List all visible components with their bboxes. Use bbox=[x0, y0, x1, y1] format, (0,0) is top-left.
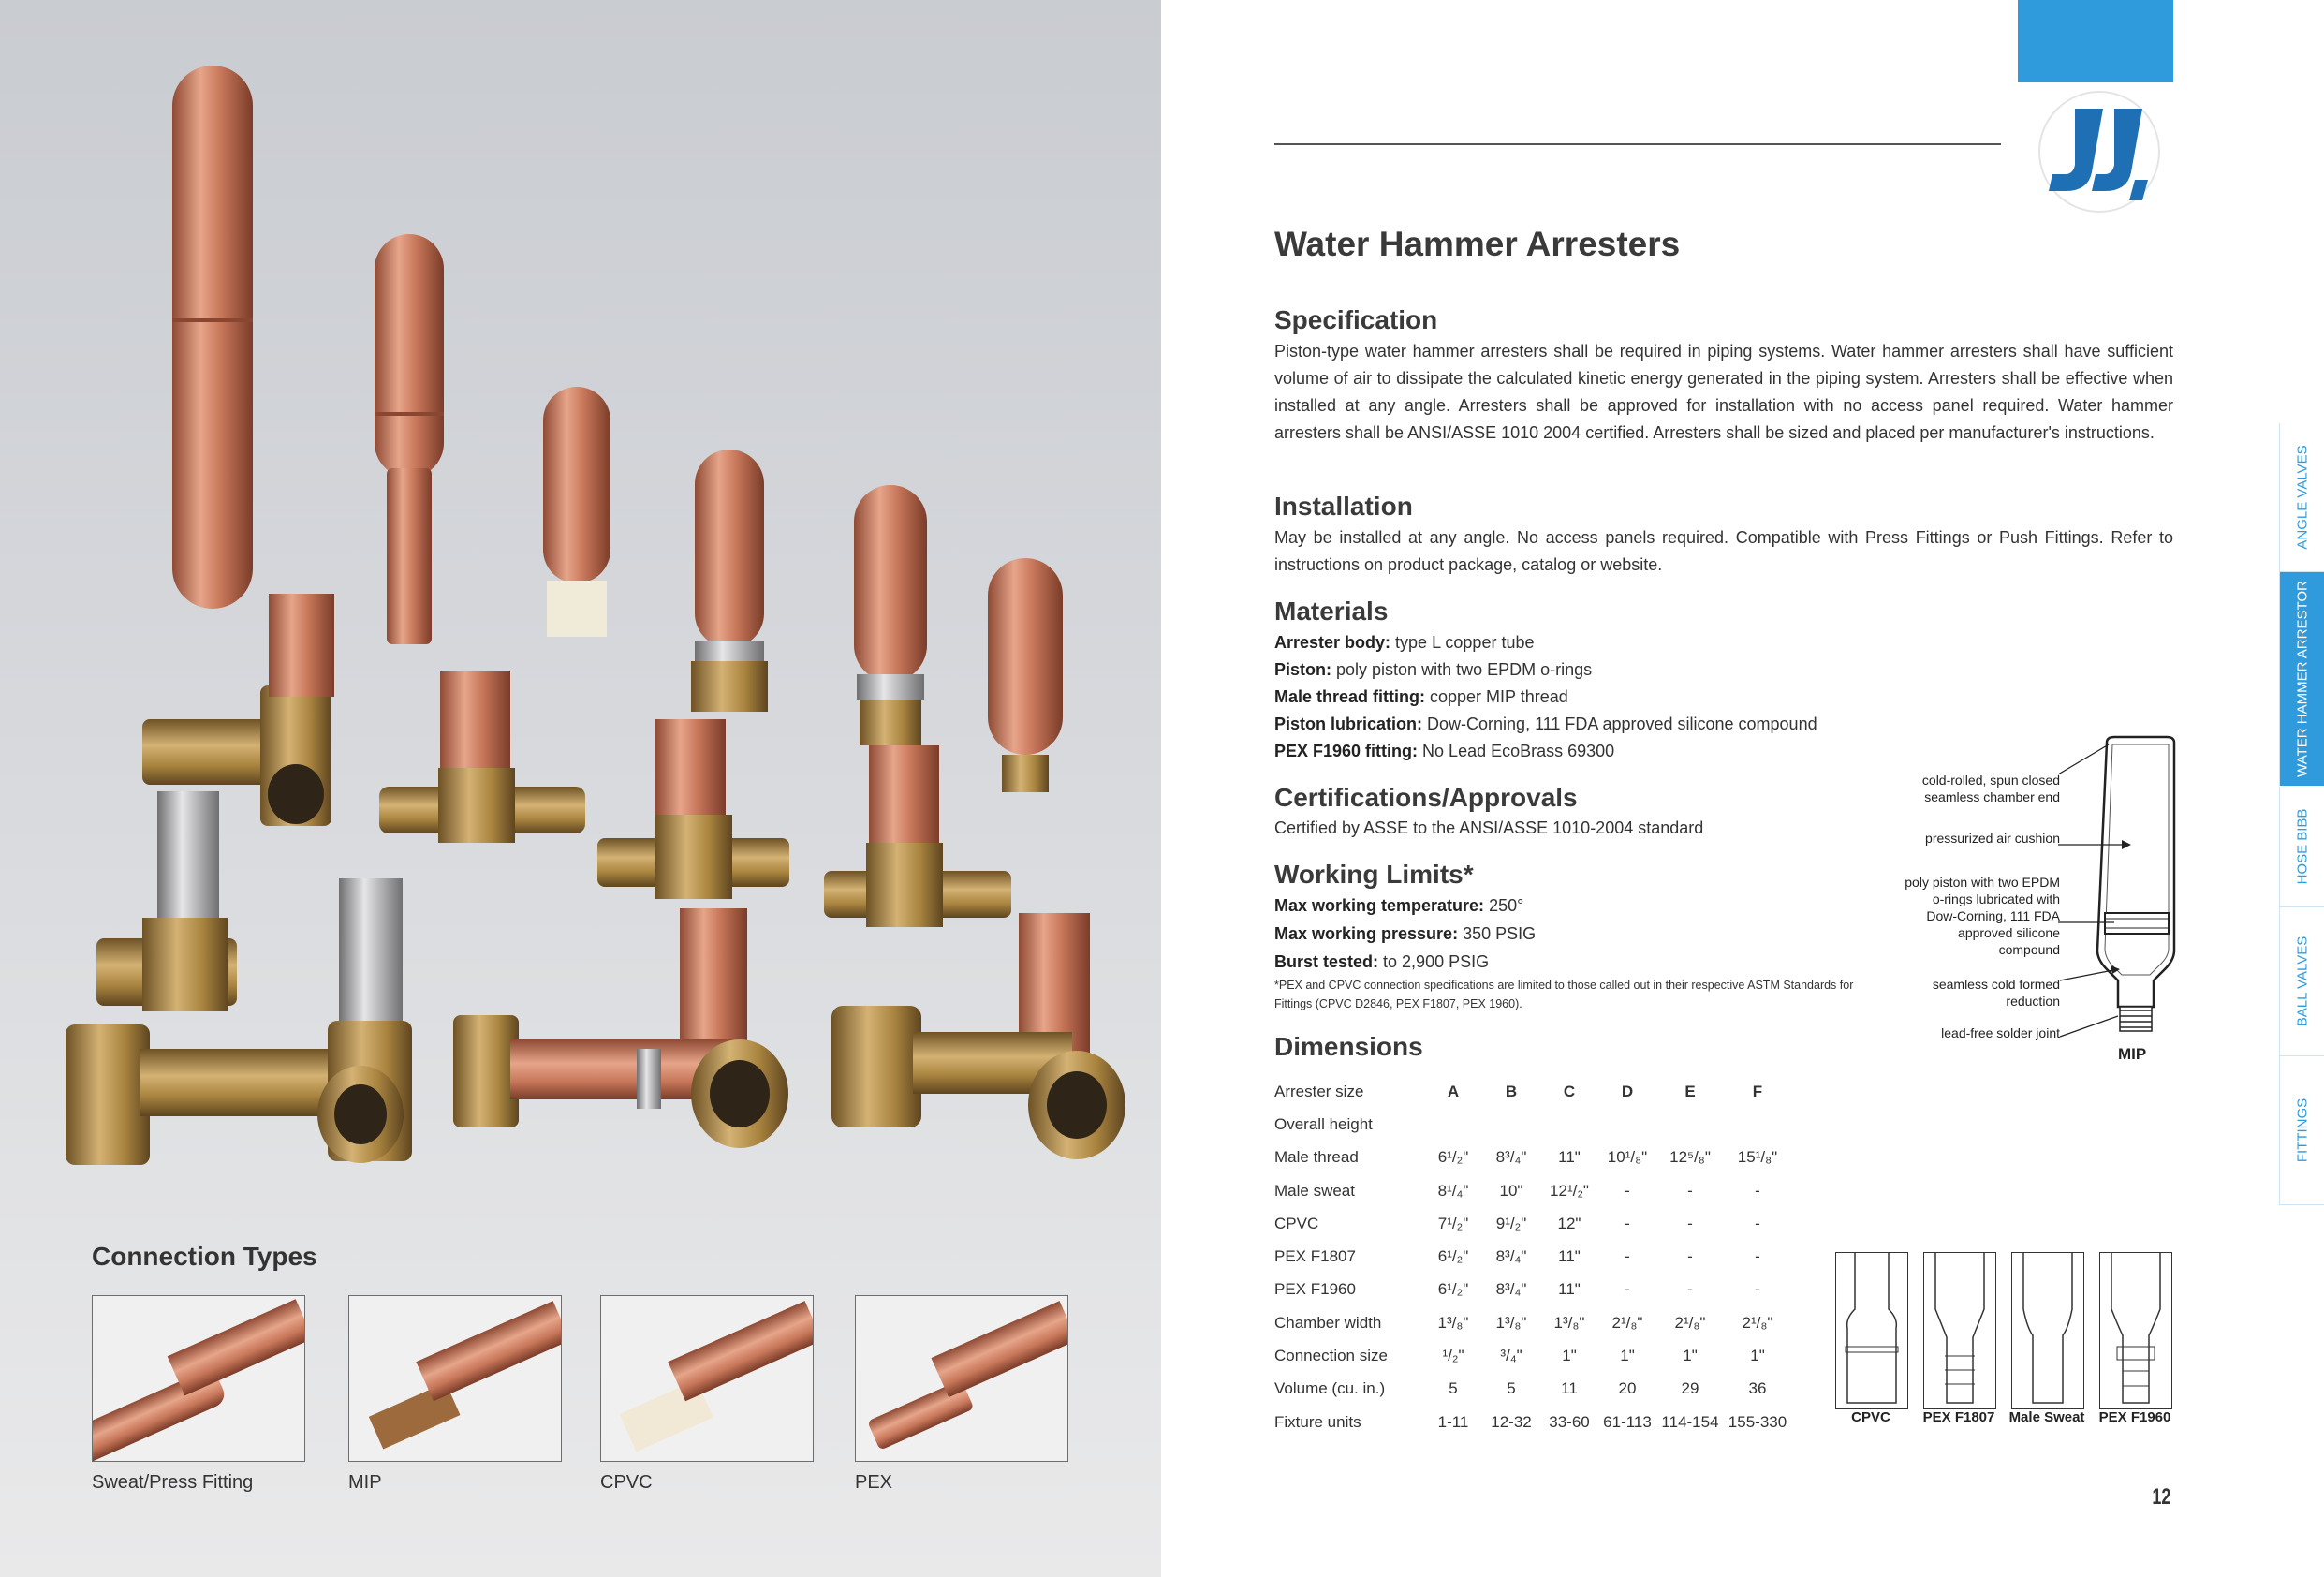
mip-label: MIP bbox=[2118, 1045, 2147, 1063]
row-label: Male sweat bbox=[1274, 1181, 1355, 1200]
table-cell bbox=[1656, 1108, 1724, 1141]
table-cell: 11" bbox=[1558, 1247, 1581, 1266]
side-tab-hose-bibb[interactable]: HOSE BIBB bbox=[2279, 787, 2324, 906]
pex-f1960-end-icon bbox=[2100, 1253, 2171, 1408]
side-tab-divider bbox=[2279, 1204, 2324, 1205]
row-label: CPVC bbox=[1274, 1214, 1319, 1232]
connection-image-cpvc bbox=[600, 1295, 814, 1462]
connection-diagram-label: CPVC bbox=[1851, 1409, 1890, 1425]
limit-item: Max working pressure: 350 PSIG bbox=[1274, 924, 1537, 943]
material-item: Piston lubrication: Dow-Corning, 111 FDA approved silicone compound bbox=[1274, 715, 1817, 733]
connection-image-sweat bbox=[92, 1295, 305, 1462]
table-cell: 9¹/₂" bbox=[1495, 1214, 1527, 1232]
brand-logo-icon bbox=[2037, 90, 2161, 214]
connection-types-title: Connection Types bbox=[92, 1242, 317, 1271]
working-limits-note: *PEX and CPVC connection specifications are limited to those called out in their respective ASTM Standards for Fittings (CPVC D2846, PEX F1807, PEX 1960). bbox=[1274, 979, 1854, 1010]
tee-4 bbox=[824, 745, 1011, 927]
callout-chamber-end: cold-rolled, spun closed seamless chamber end bbox=[1921, 773, 2060, 804]
material-item: PEX F1960 fitting: No Lead EcoBrass 69300 bbox=[1274, 742, 1615, 760]
table-cell: 1" bbox=[1562, 1347, 1577, 1365]
table-cell: 15¹/₈" bbox=[1737, 1148, 1778, 1167]
hose-bibb-1 bbox=[66, 878, 412, 1165]
side-tab-water-hammer-arrestor[interactable]: WATER HAMMER ARRESTOR bbox=[2279, 572, 2324, 786]
table-cell: 1" bbox=[1683, 1347, 1698, 1365]
table-cell: ³/₄" bbox=[1500, 1347, 1522, 1365]
table-cell: 6¹/₂" bbox=[1437, 1148, 1469, 1167]
table-cell: 1" bbox=[1750, 1347, 1765, 1365]
material-item: Piston: poly piston with two EPDM o-rings bbox=[1274, 660, 1593, 679]
page-title: Water Hammer Arresters bbox=[1274, 225, 1681, 263]
product-photo bbox=[0, 0, 1161, 1577]
row-label: Volume (cu. in.) bbox=[1274, 1379, 1386, 1398]
table-row bbox=[1274, 1406, 1791, 1438]
table-cell: 114-154 bbox=[1661, 1412, 1719, 1431]
table-cell: 12¹/₂" bbox=[1550, 1181, 1589, 1200]
material-item: Male thread fitting: copper MIP thread bbox=[1274, 687, 1568, 706]
callout-piston: poly piston with two EPDM o-rings lubricated with Dow-Corning, 111 FDA approved silicone compound bbox=[1905, 875, 2060, 957]
table-cell bbox=[1540, 1108, 1598, 1141]
table-cell: - bbox=[1625, 1181, 1630, 1200]
table-header: A bbox=[1447, 1082, 1460, 1100]
table-row bbox=[1274, 1339, 1791, 1372]
table-header: D bbox=[1621, 1082, 1634, 1100]
row-label: Overall height bbox=[1274, 1114, 1373, 1133]
table-header: B bbox=[1505, 1082, 1518, 1100]
dimensions-heading: Dimensions bbox=[1274, 1032, 1423, 1061]
row-label: Fixture units bbox=[1274, 1412, 1361, 1431]
tube-4 bbox=[691, 450, 768, 712]
table-cell: 1" bbox=[1620, 1347, 1635, 1365]
tube-1 bbox=[172, 66, 253, 609]
copper-tube-cpvc-icon bbox=[601, 1296, 813, 1461]
table-cell: 11" bbox=[1558, 1280, 1581, 1299]
table-row bbox=[1274, 1142, 1791, 1174]
page-number: 12 bbox=[2152, 1484, 2171, 1510]
table-cell: - bbox=[1755, 1247, 1760, 1266]
connection-diagram-male-sweat bbox=[2011, 1252, 2084, 1409]
fittings-illustration bbox=[0, 0, 1161, 1217]
table-cell: 155-330 bbox=[1728, 1412, 1787, 1431]
table-cell: 61-113 bbox=[1603, 1412, 1652, 1431]
pex-f1807-end-icon bbox=[1924, 1253, 1995, 1408]
tube-3 bbox=[543, 387, 610, 637]
table-cell: 8³/₄" bbox=[1495, 1247, 1527, 1266]
table-cell: 5 bbox=[1449, 1379, 1458, 1398]
certifications-text: Certified by ASSE to the ANSI/ASSE 1010-2004 standard bbox=[1274, 818, 1704, 837]
table-cell: 20 bbox=[1618, 1379, 1637, 1398]
copper-tube-sweat-icon bbox=[93, 1296, 304, 1461]
hose-bibb-3 bbox=[831, 913, 1125, 1159]
table-cell: 12-32 bbox=[1491, 1412, 1532, 1431]
table-header: E bbox=[1684, 1082, 1696, 1100]
table-cell: 11" bbox=[1558, 1148, 1581, 1167]
table-cell: 10¹/₈" bbox=[1607, 1148, 1648, 1167]
cpvc-end-icon bbox=[1836, 1253, 1907, 1408]
table-cell: 6¹/₂" bbox=[1437, 1247, 1469, 1266]
tee-2 bbox=[379, 671, 585, 843]
copper-tube-mip-icon bbox=[349, 1296, 561, 1461]
connection-diagram-pex-f1960 bbox=[2099, 1252, 2172, 1409]
table-row bbox=[1274, 1174, 1791, 1207]
connection-label-pex: PEX bbox=[855, 1472, 893, 1493]
table-row bbox=[1274, 1240, 1791, 1273]
row-label: Male thread bbox=[1274, 1148, 1359, 1167]
materials-heading: Materials bbox=[1274, 597, 1389, 626]
table-cell: - bbox=[1687, 1280, 1693, 1299]
table-cell: - bbox=[1687, 1247, 1693, 1266]
side-tab-ball-valves[interactable]: BALL VALVES bbox=[2279, 907, 2324, 1055]
table-header: C bbox=[1563, 1082, 1576, 1100]
table-cell bbox=[1424, 1108, 1482, 1141]
working-limits-heading: Working Limits* bbox=[1274, 860, 1474, 889]
specification-text: Piston-type water hammer arresters shall be required in piping systems. Water hammer arresters shall have sufficient volume of air to dissipate the calculated kinetic energy generated in the piping system. Arresters shall be effective when installed at any angle. Arresters shall be approved for installation with no access panel required. Water hammer arresters shall be ANSI/ASSE 1010 2004 certified. Arresters shall be sized and placed per manufacturer's instructions. bbox=[1274, 342, 2173, 442]
table-header-row bbox=[1274, 1075, 1791, 1108]
tube-5 bbox=[854, 485, 927, 745]
callout-air-cushion: pressurized air cushion bbox=[1925, 831, 2060, 846]
table-cell: - bbox=[1625, 1247, 1630, 1266]
table-cell: 8³/₄" bbox=[1495, 1148, 1527, 1167]
row-label: Connection size bbox=[1274, 1347, 1388, 1365]
connection-label-sweat: Sweat/Press Fitting bbox=[92, 1472, 254, 1493]
stainless-tee bbox=[96, 791, 237, 1011]
limit-item: Max working temperature: 250° bbox=[1274, 896, 1524, 915]
table-row bbox=[1274, 1108, 1791, 1141]
table-header: F bbox=[1752, 1082, 1763, 1100]
table-cell: - bbox=[1687, 1181, 1693, 1200]
connection-label-mip: MIP bbox=[348, 1472, 382, 1493]
callout-reduction: seamless cold formed reduction bbox=[1932, 977, 2060, 1009]
installation-text: May be installed at any angle. No access panels required. Compatible with Press Fittings or Push Fittings. Refer to instructions on product package, catalog or website. bbox=[1274, 528, 2173, 574]
table-cell: 36 bbox=[1748, 1379, 1767, 1398]
connection-diagram-label: Male Sweat bbox=[2008, 1409, 2085, 1425]
tee-1 bbox=[142, 594, 334, 826]
table-cell: 1³/₈" bbox=[1553, 1313, 1585, 1332]
connection-label-cpvc: CPVC bbox=[600, 1472, 653, 1493]
connection-image-pex bbox=[855, 1295, 1068, 1462]
table-cell bbox=[1598, 1108, 1656, 1141]
table-cell: 12" bbox=[1557, 1214, 1581, 1232]
tube-6 bbox=[988, 558, 1063, 792]
table-cell: 8³/₄" bbox=[1495, 1280, 1527, 1299]
specification-heading: Specification bbox=[1274, 305, 1438, 334]
side-tab-fittings[interactable]: FITTINGS bbox=[2279, 1056, 2324, 1204]
table-cell: 2¹/₈" bbox=[1674, 1313, 1706, 1332]
table-cell: 5 bbox=[1507, 1379, 1516, 1398]
row-label: PEX F1960 bbox=[1274, 1280, 1356, 1299]
material-item: Arrester body: type L copper tube bbox=[1274, 633, 1535, 652]
table-row bbox=[1274, 1207, 1791, 1240]
tube-2 bbox=[375, 234, 444, 644]
table-cell: 1³/₈" bbox=[1437, 1313, 1469, 1332]
connection-diagram-label: PEX F1960 bbox=[2098, 1409, 2171, 1425]
table-row bbox=[1274, 1274, 1791, 1306]
side-tab-angle-valves[interactable]: ANGLE VALVES bbox=[2279, 423, 2324, 571]
male-sweat-end-icon bbox=[2012, 1253, 2083, 1408]
table-cell: ¹/₂" bbox=[1442, 1347, 1464, 1365]
certifications-heading: Certifications/Approvals bbox=[1274, 783, 1578, 812]
header-divider bbox=[1274, 143, 2001, 145]
connection-diagram-cpvc bbox=[1835, 1252, 1908, 1409]
table-cell: 2¹/₈" bbox=[1742, 1313, 1773, 1332]
table-cell: 11 bbox=[1561, 1379, 1578, 1398]
table-cell: - bbox=[1755, 1214, 1760, 1232]
limit-item: Burst tested: to 2,900 PSIG bbox=[1274, 952, 1490, 971]
hose-bibb-2 bbox=[453, 908, 788, 1148]
connection-diagram-label: PEX F1807 bbox=[1922, 1409, 1995, 1425]
table-cell: 8¹/₄" bbox=[1437, 1181, 1469, 1200]
installation-heading: Installation bbox=[1274, 492, 1413, 521]
table-cell: 6¹/₂" bbox=[1437, 1280, 1469, 1299]
callout-solder-joint: lead-free solder joint bbox=[1941, 1025, 2060, 1040]
dimensions-table bbox=[1274, 1075, 1791, 1438]
table-cell bbox=[1482, 1108, 1540, 1141]
table-cell: 7¹/₂" bbox=[1437, 1214, 1469, 1232]
table-cell: - bbox=[1755, 1280, 1760, 1299]
table-cell: 2¹/₈" bbox=[1611, 1313, 1643, 1332]
connection-diagram-pex-f1807 bbox=[1923, 1252, 1996, 1409]
copper-tube-pex-icon bbox=[856, 1296, 1067, 1461]
tee-3 bbox=[597, 719, 789, 899]
table-header: Arrester size bbox=[1274, 1082, 1364, 1100]
table-cell: - bbox=[1755, 1181, 1760, 1200]
table-cell: - bbox=[1687, 1214, 1693, 1232]
table-cell: 12⁵/₈" bbox=[1669, 1148, 1711, 1167]
table-row bbox=[1274, 1306, 1791, 1339]
table-cell bbox=[1724, 1108, 1791, 1141]
table-row bbox=[1274, 1373, 1791, 1406]
dimensions-body bbox=[1274, 1108, 1791, 1438]
row-label: PEX F1807 bbox=[1274, 1247, 1356, 1266]
table-cell: 1-11 bbox=[1437, 1412, 1469, 1431]
table-cell: 1³/₈" bbox=[1495, 1313, 1527, 1332]
table-cell: - bbox=[1625, 1280, 1630, 1299]
table-cell: - bbox=[1625, 1214, 1630, 1232]
connection-image-mip bbox=[348, 1295, 562, 1462]
row-label: Chamber width bbox=[1274, 1313, 1382, 1332]
table-cell: 29 bbox=[1681, 1379, 1699, 1398]
header-accent-block bbox=[2018, 0, 2173, 82]
table-cell: 10" bbox=[1499, 1181, 1523, 1200]
table-cell: 33-60 bbox=[1549, 1412, 1590, 1431]
